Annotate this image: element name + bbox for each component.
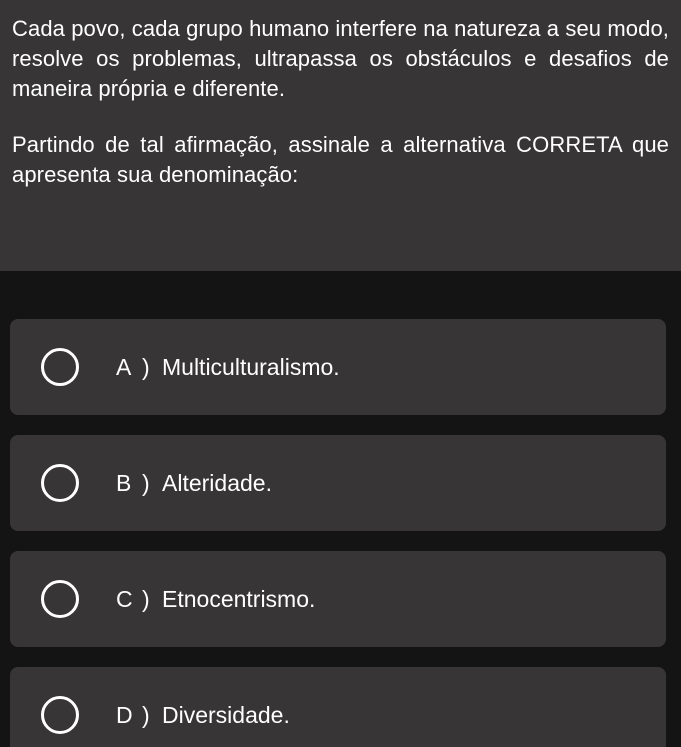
- question-panel: [0, 0, 681, 271]
- option-label: Etnocentrismo.: [162, 586, 316, 612]
- question-statement: Cada povo, cada grupo humano interfere na natureza a seu modo, resolve os problemas, ultrapassa os obstáculos e desafios de maneira própria e diferente.: [12, 16, 669, 101]
- radio-button-icon[interactable]: [41, 464, 79, 502]
- radio-button-icon[interactable]: [41, 696, 79, 734]
- option-letter: D: [116, 702, 133, 728]
- option-d[interactable]: [10, 667, 666, 747]
- question-prompt: Partindo de tal afirmação, assinale a alternativa CORRETA que apresenta sua denominação:: [12, 132, 669, 187]
- option-paren: ): [142, 354, 150, 380]
- option-b[interactable]: [10, 435, 666, 531]
- option-letter: A: [116, 354, 132, 380]
- option-paren: ): [142, 470, 150, 496]
- option-a[interactable]: [10, 319, 666, 415]
- option-c[interactable]: [10, 551, 666, 647]
- option-letter: B: [116, 470, 132, 496]
- option-paren: ): [142, 702, 150, 728]
- option-paren: ): [142, 586, 150, 612]
- answer-options: [10, 319, 666, 747]
- option-label: Multiculturalismo.: [162, 354, 340, 380]
- option-label: Diversidade.: [162, 702, 290, 728]
- radio-button-icon[interactable]: [41, 580, 79, 618]
- option-letter: C: [116, 586, 133, 612]
- option-label: Alteridade.: [162, 470, 272, 496]
- radio-button-icon[interactable]: [41, 348, 79, 386]
